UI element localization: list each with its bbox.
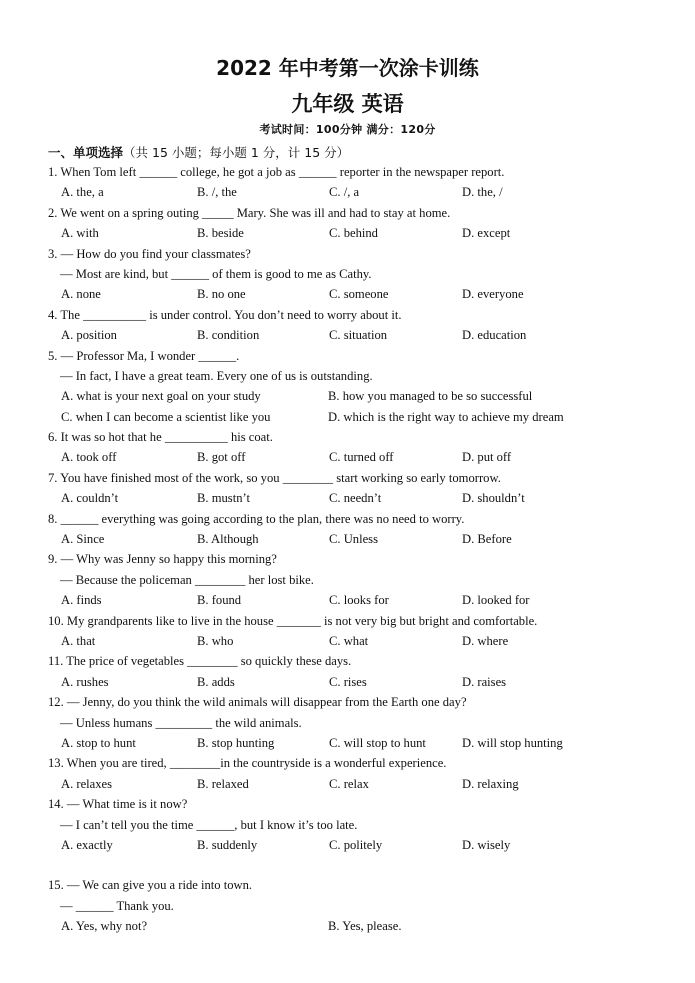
question-list xyxy=(48,162,648,936)
answer-option-d[interactable]: D. will stop hunting xyxy=(462,735,563,750)
question-stem: 7. You have finished most of the work, so you ________ start working so early tomorrow. xyxy=(48,470,501,485)
question-stem: 9. — Why was Jenny so happy this morning? xyxy=(48,552,277,567)
question-stem: 13. When you are tired, ________in the countryside is a wonderful experience. xyxy=(48,756,447,771)
answer-option-b[interactable]: B. condition xyxy=(197,328,260,343)
question-6 xyxy=(48,427,648,468)
question-stem: 2. We went on a spring outing _____ Mary. She was ill and had to stay at home. xyxy=(48,205,451,220)
question-dialogue-line: — ______ Thank you. xyxy=(60,898,174,913)
question-8 xyxy=(48,509,648,550)
option-row xyxy=(48,590,648,610)
option-row xyxy=(48,488,648,508)
answer-option-b[interactable]: B. relaxed xyxy=(197,776,249,791)
question-stem: 1. When Tom left ______ college, he got a job as ______ reporter in the newspaper report. xyxy=(48,165,505,179)
answer-option-a[interactable]: A. Since xyxy=(61,532,105,547)
option-row xyxy=(48,916,648,936)
question-stem: 10. My grandparents like to live in the house _______ is not very big but bright and comfortable. xyxy=(48,613,538,628)
question-stem: 11. The price of vegetables ________ so quickly these days. xyxy=(48,654,352,669)
question-dialogue-line: — Unless humans _________ the wild animals. xyxy=(60,715,302,730)
answer-option-a[interactable]: A. what is your next goal on your study xyxy=(61,389,261,404)
exam-title: 2022 年中考第一次涂卡训练 xyxy=(216,56,479,80)
question-3 xyxy=(48,244,648,305)
answer-option-c[interactable]: C. what xyxy=(329,633,369,648)
answer-option-c[interactable]: C. rises xyxy=(329,674,367,689)
question-11 xyxy=(48,651,648,692)
question-7 xyxy=(48,468,648,509)
answer-option-a[interactable]: A. took off xyxy=(61,450,117,465)
question-14 xyxy=(48,794,648,855)
option-row xyxy=(48,733,648,753)
option-row xyxy=(48,774,648,794)
answer-option-d[interactable]: D. Before xyxy=(462,532,512,547)
answer-option-d[interactable]: D. which is the right way to achieve my dream xyxy=(328,409,564,424)
answer-option-b[interactable]: B. /, the xyxy=(197,185,237,200)
answer-option-c[interactable]: C. looks for xyxy=(329,593,389,608)
answer-option-d[interactable]: D. raises xyxy=(462,674,507,689)
answer-option-b[interactable]: B. how you managed to be so successful xyxy=(328,389,533,404)
answer-option-d[interactable]: D. put off xyxy=(462,450,512,465)
answer-option-b[interactable]: B. Yes, please. xyxy=(328,919,402,934)
answer-option-a[interactable]: A. with xyxy=(61,226,99,241)
question-5 xyxy=(48,346,648,428)
option-row xyxy=(48,672,648,692)
answer-option-b[interactable]: B. beside xyxy=(197,226,244,241)
question-dialogue-line: — Most are kind, but ______ of them is good to me as Cathy. xyxy=(60,266,372,281)
answer-option-b[interactable]: B. stop hunting xyxy=(197,735,275,750)
question-stem: 5. — Professor Ma, I wonder ______. xyxy=(48,348,240,363)
exam-meta: 考试时间：100分钟 满分：120分 xyxy=(259,123,436,136)
answer-option-c[interactable]: C. relax xyxy=(329,776,369,791)
answer-option-c[interactable]: C. /, a xyxy=(329,185,360,200)
blank-gap xyxy=(48,855,648,875)
answer-option-c[interactable]: C. when I can become a scientist like you xyxy=(61,409,271,424)
answer-option-a[interactable]: A. Yes, why not? xyxy=(61,919,148,934)
answer-option-a[interactable]: A. exactly xyxy=(61,837,113,852)
question-15 xyxy=(48,875,648,936)
question-stem: 3. — How do you find your classmates? xyxy=(48,246,251,261)
answer-option-b[interactable]: B. no one xyxy=(197,287,246,302)
section-heading xyxy=(48,143,349,161)
answer-option-b[interactable]: B. found xyxy=(197,593,242,608)
question-dialogue-line: — Because the policeman ________ her lost bike. xyxy=(60,572,314,587)
section-title: 一、单项选择 xyxy=(48,145,124,160)
answer-option-a[interactable]: A. stop to hunt xyxy=(61,735,136,750)
question-9 xyxy=(48,549,648,610)
section-note: （共 15 小题；每小题 1 分，计 15 分） xyxy=(123,145,350,160)
answer-option-b[interactable]: B. adds xyxy=(197,674,235,689)
answer-option-a[interactable]: A. the, a xyxy=(61,185,104,200)
question-2 xyxy=(48,203,648,244)
answer-option-b[interactable]: B. suddenly xyxy=(197,837,258,852)
question-1 xyxy=(48,162,648,203)
question-13 xyxy=(48,753,648,794)
option-row xyxy=(48,529,648,549)
answer-option-c[interactable]: C. someone xyxy=(329,287,389,302)
answer-option-b[interactable]: B. who xyxy=(197,633,234,648)
answer-option-a[interactable]: A. rushes xyxy=(61,674,109,689)
option-row xyxy=(48,835,648,855)
option-row xyxy=(48,447,648,467)
answer-option-a[interactable]: A. position xyxy=(61,328,117,343)
answer-option-d[interactable]: D. everyone xyxy=(462,287,524,302)
question-stem: 8. ______ everything was going according to the plan, there was no need to worry. xyxy=(48,511,465,526)
option-row xyxy=(48,284,648,304)
answer-option-d[interactable]: D. looked for xyxy=(462,593,530,608)
answer-option-b[interactable]: B. got off xyxy=(197,450,246,465)
question-10 xyxy=(48,611,648,652)
answer-option-d[interactable]: D. relaxing xyxy=(462,776,519,791)
question-stem: 14. — What time is it now? xyxy=(48,797,188,812)
answer-option-d[interactable]: D. wisely xyxy=(462,837,511,852)
option-row xyxy=(48,325,648,345)
option-row xyxy=(48,223,648,243)
question-4 xyxy=(48,305,648,346)
answer-option-c[interactable]: C. situation xyxy=(329,328,388,343)
option-row xyxy=(48,386,648,406)
question-stem: 15. — We can give you a ride into town. xyxy=(48,878,253,893)
answer-option-b[interactable]: B. Although xyxy=(197,532,259,547)
answer-option-d[interactable]: D. except xyxy=(462,226,511,241)
question-dialogue-line: — In fact, I have a great team. Every one of us is outstanding. xyxy=(60,368,373,383)
question-stem: 12. — Jenny, do you think the wild animals will disappear from the Earth one day? xyxy=(48,695,467,710)
answer-option-a[interactable]: A. relaxes xyxy=(61,776,113,791)
answer-option-c[interactable]: C. will stop to hunt xyxy=(329,735,426,750)
answer-option-c[interactable]: C. needn’t xyxy=(329,491,382,506)
answer-option-a[interactable]: A. none xyxy=(61,287,101,302)
answer-option-a[interactable]: A. that xyxy=(61,633,96,648)
option-row xyxy=(48,631,648,651)
option-row xyxy=(48,182,648,202)
question-dialogue-line: — I can’t tell you the time ______, but I know it’s too late. xyxy=(60,817,358,832)
question-12 xyxy=(48,692,648,753)
question-stem: 6. It was so hot that he __________ his coat. xyxy=(48,430,273,445)
answer-option-c[interactable]: C. turned off xyxy=(329,450,394,465)
answer-option-c[interactable]: C. behind xyxy=(329,226,378,241)
answer-option-c[interactable]: C. politely xyxy=(329,837,383,852)
answer-option-a[interactable]: A. finds xyxy=(61,593,102,608)
answer-option-d[interactable]: D. shouldn’t xyxy=(462,491,525,506)
answer-option-d[interactable]: D. the, / xyxy=(462,185,503,200)
option-row xyxy=(48,407,648,427)
exam-subtitle: 九年级 英语 xyxy=(291,92,404,116)
answer-option-d[interactable]: D. education xyxy=(462,328,527,343)
answer-option-a[interactable]: A. couldn’t xyxy=(61,491,119,506)
question-stem: 4. The __________ is under control. You don’t need to worry about it. xyxy=(48,307,402,322)
answer-option-b[interactable]: B. mustn’t xyxy=(197,491,250,506)
answer-option-d[interactable]: D. where xyxy=(462,633,509,648)
answer-option-c[interactable]: C. Unless xyxy=(329,532,378,547)
